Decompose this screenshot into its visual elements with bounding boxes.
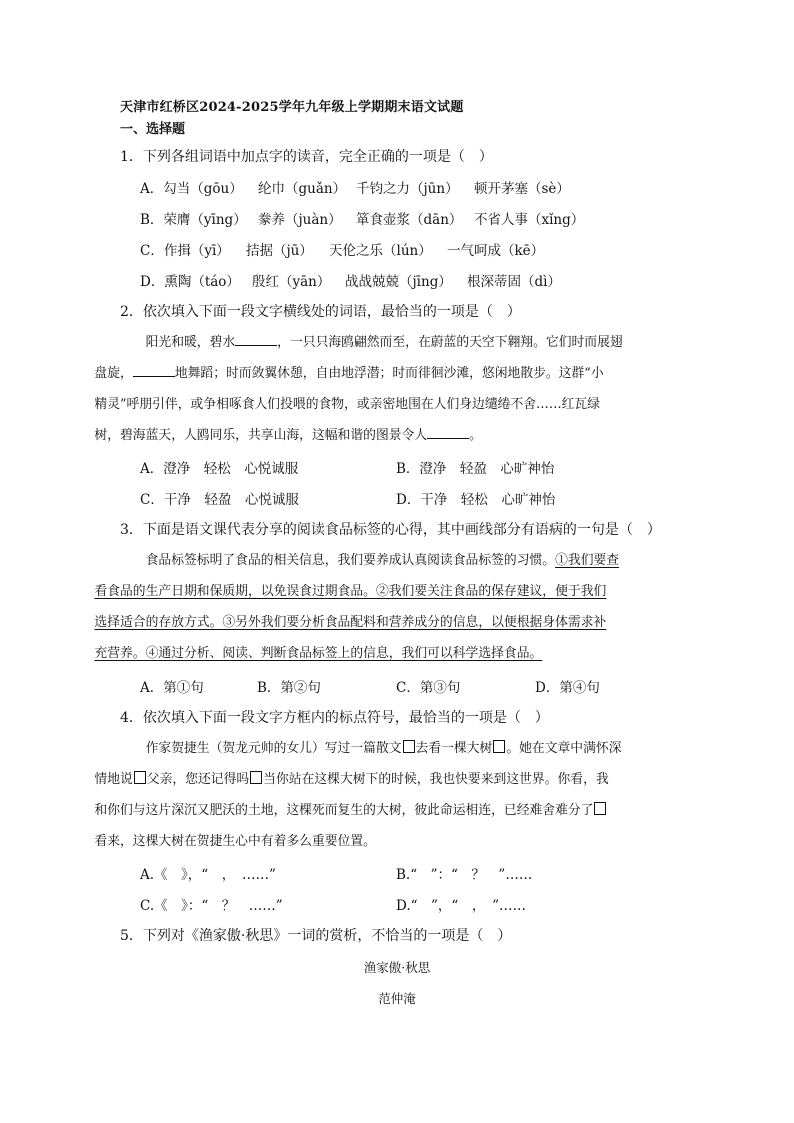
q1-option-b-4: 不省人事（xǐng） [474, 212, 585, 228]
q1-option-a-4: 顿开茅塞（sè） [474, 181, 570, 197]
q2-option-b: B．澄净 轻盈 心旷神怡 [396, 461, 555, 477]
q3-option-a: A．第①句 [140, 680, 204, 696]
q1-option-c-1: C．作揖（yī） [140, 243, 230, 259]
q1-option-a-1: A．勾当（gōu） [140, 181, 243, 197]
q1-option-d-3: 战战兢兢（jīng） [345, 274, 452, 290]
q4-punct-box-3 [134, 771, 146, 784]
q3-text-2: 看食品的生产日期和保质期，以免误食过期食品。②我们要关注食品的保存建议，便于我们 [94, 584, 607, 599]
q4-stem: 4．依次填入下面一段文字方框内的标点符号，最恰当的一项是（ ） [120, 710, 549, 726]
q2-text-2b: 地舞蹈；时而敛翼休憩，自由地浮潜；时而徘徊沙滩，悠闲地散步。这群“小 [174, 366, 604, 381]
q2-option-d: D．干净 轻松 心旷神怡 [396, 492, 556, 508]
q3-text-3: 选择适合的存放方式。③另外我们要分析食品配料和营养成分的信息，以便根据身体需求补 [94, 615, 607, 630]
q4-text-1b: 去看一棵大树 [415, 741, 493, 756]
q1-option-b-3: 箪食壶浆（dān） [356, 212, 463, 228]
q4-punct-box-2 [493, 740, 505, 753]
q4-punct-box-4 [250, 771, 262, 784]
q1-option-d-2: 殷红（yān） [252, 274, 331, 290]
q1-option-d-4: 根深蒂固（dì） [467, 274, 561, 290]
q3-passage [94, 545, 676, 669]
q1-option-c-2: 拮据（jū） [246, 243, 313, 259]
q4-text-2a: 情地说 [94, 772, 133, 787]
q2-blank-3 [427, 426, 469, 439]
q4-option-c: C.《 》：“ ？ ……” [140, 898, 283, 914]
q1-option-c-3: 天伦之乐（lún） [329, 243, 432, 259]
q1-stem: 1．下列各组词语中加点字的读音，完全正确的一项是（ ） [120, 149, 493, 165]
q3-option-b: B．第②句 [257, 680, 321, 696]
q2-stem: 2．依次填入下面一段文字横线处的词语，最恰当的一项是（ ） [120, 304, 521, 320]
q2-option-c: C．干净 轻盈 心悦诚服 [140, 492, 299, 508]
q4-text-1a: 作家贺捷生（贺龙元帅的女儿）写过一篇散文 [145, 741, 402, 756]
q2-text-3: 精灵”呼朋引伴，或争相啄食人们投喂的食物，或亲密地围在人们身边缱绻不舍……红瓦绿 [94, 397, 601, 412]
q2-text-1b: ，一只只海鸥翩然而至，在蔚蓝的天空下翱翔。它们时而展翅 [277, 335, 623, 350]
q4-text-1c: 。她在文章中满怀深 [506, 741, 622, 756]
q2-passage [94, 327, 676, 451]
q5-stem: 5．下列对《渔家傲·秋思》一词的赏析，不恰当的一项是（ ） [120, 928, 512, 944]
q1-option-b-2: 豢养（juàn） [258, 212, 342, 228]
poem-author: 范仲淹 [378, 991, 416, 1006]
q4-text-4: 看来，这棵大树在贺捷生心中有着多么重要位置。 [94, 834, 376, 849]
q4-option-a: A.《 》，“ ， ……” [140, 867, 276, 883]
q2-option-a: A．澄净 轻松 心悦诚服 [140, 461, 299, 477]
q1-option-a-3: 千钧之力（jūn） [356, 181, 459, 197]
q4-text-2c: 当你站在这棵大树下的时候，我也快要来到这世界。你看，我 [263, 772, 609, 787]
poem-title: 渔家傲·秋思 [363, 960, 431, 975]
q2-text-1a: 阳光和暖，碧水 [145, 335, 236, 350]
q4-punct-box-1 [403, 740, 415, 753]
q4-text-3: 和你们与这片深沉又肥沃的土地，这棵死而复生的大树，彼此命运相连，已经难舍难分了 [94, 803, 594, 818]
q1-option-d-1: D．熏陶（táo） [140, 274, 240, 290]
q2-text-4a: 树，碧海蓝天，人鸥同乐，共享山海，这幅和谐的图景令人 [94, 428, 428, 443]
q3-sentence-1-start: ①我们要查 [555, 553, 620, 568]
q2-text-2a: 盘旋， [94, 366, 133, 381]
q4-option-b: B.“ ”：“ ？ ”…… [396, 867, 533, 883]
q1-option-b-1: B．荣膺（yīng） [140, 212, 247, 228]
exam-title: 天津市红桥区2024-2025学年九年级上学期期末语文试题 [120, 100, 464, 115]
q3-option-c: C．第③句 [396, 680, 461, 696]
q4-option-d: D.“ ”，“ ， ”…… [396, 898, 526, 914]
q4-text-2b: 父亲，您还记得吗 [146, 772, 250, 787]
q3-text-1a: 食品标签标明了食品的相关信息，我们要养成认真阅读食品标签的习惯。 [145, 553, 556, 568]
q3-option-d: D．第④句 [535, 680, 600, 696]
q1-option-c-4: 一气呵成（kē） [447, 243, 545, 259]
q3-text-4: 充营养。④通过分析、阅读、判断食品标签上的信息，我们可以科学选择食品。 [94, 646, 543, 661]
q2-blank-1 [235, 333, 277, 346]
q2-text-4b: 。 [469, 428, 482, 443]
q1-option-a-2: 纶巾（guǎn） [258, 181, 347, 197]
q4-passage [94, 733, 676, 857]
q3-stem: 3．下面是语文课代表分享的阅读食品标签的心得，其中画线部分有语病的一句是（ ） [120, 522, 661, 538]
q4-punct-box-5 [594, 802, 606, 815]
section-heading: 一、选择题 [120, 122, 186, 137]
q2-blank-2 [133, 364, 175, 377]
